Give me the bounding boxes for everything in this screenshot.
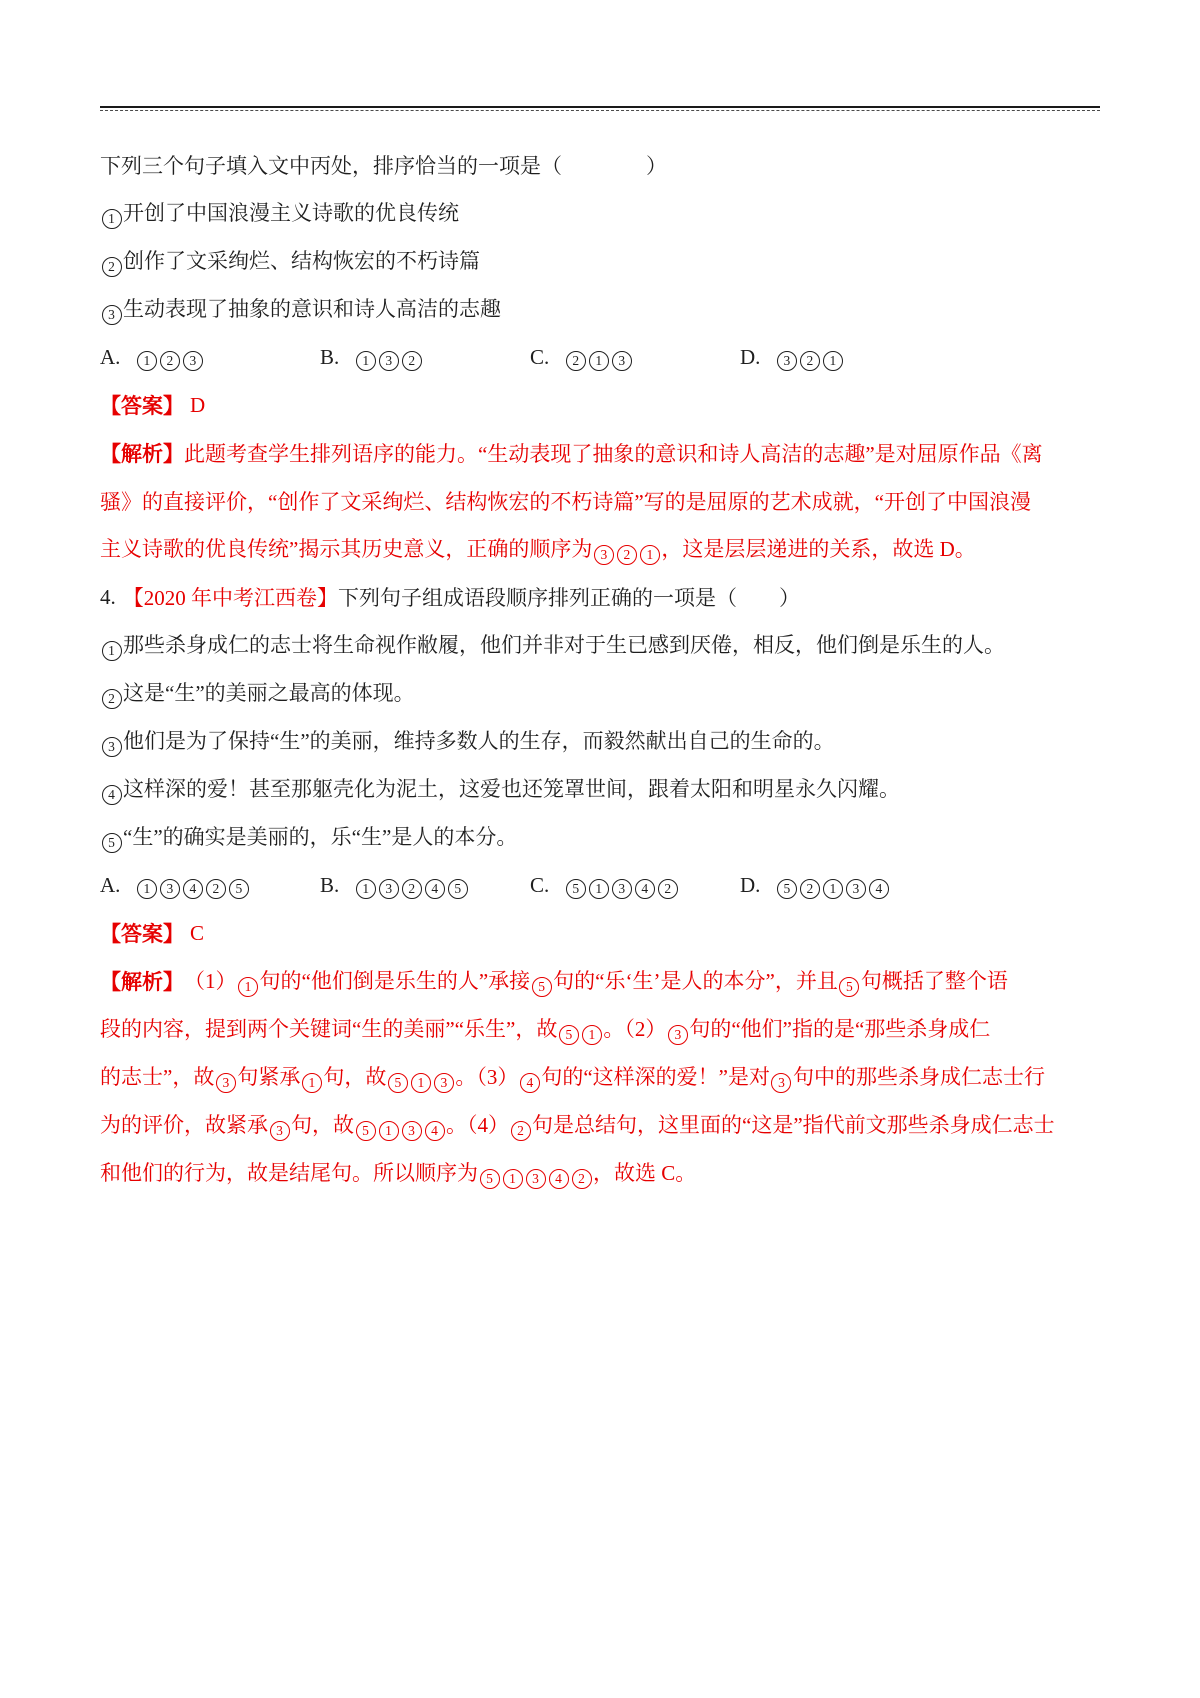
q4-item-1-text: 1 那些杀身成仁的志士将生命视作敝履，他们并非对于生已感到厌倦，相反，他们倒是乐生的人。 <box>100 629 1005 662</box>
q3-option-d-value: 3 2 1 <box>775 343 844 372</box>
q4-analysis-line-4 <box>100 1101 1100 1149</box>
q3-option-b <box>320 343 530 372</box>
q3-item-1-text: 1 开创了中国浪漫主义诗歌的优良传统 <box>100 197 459 230</box>
q3-option-a-value: 1 2 3 <box>135 343 204 372</box>
q3-analysis-text-3: 主义诗歌的优良传统”揭示其历史意义，正确的顺序为 3 2 1 ，这是层层递进的关系，故选 D。 <box>100 533 976 566</box>
q4-analysis-line-3 <box>100 1053 1100 1101</box>
q3-stem: 下列三个句子填入文中丙处，排序恰当的一项是（ ） <box>100 154 667 178</box>
q3-analysis-line-1 <box>100 429 1100 477</box>
q3-option-c-value: 2 1 3 <box>564 343 633 372</box>
q4-item-4-text: 4 这样深的爱！甚至那躯壳化为泥土，这爱也还笼罩世间，跟着太阳和明星永久闪耀。 <box>100 773 900 806</box>
q3-answer-value: D <box>190 392 206 417</box>
question-4 <box>100 573 1100 1197</box>
q3-item-1 <box>100 189 1100 237</box>
top-divider <box>100 106 1100 113</box>
q3-item-3-text: 3 生动表现了抽象的意识和诗人高洁的志趣 <box>100 293 501 326</box>
q4-option-d <box>740 871 890 900</box>
q4-analysis-line-1 <box>100 957 1100 1005</box>
q4-item-5 <box>100 813 1100 861</box>
q4-analysis-text-3: 的志士”，故 3 句紧承 1 句，故 5 1 3 。（3） 4 句的“这样深的爱！”是对 3 句中的那些杀身成仁志士行 <box>100 1061 1045 1094</box>
q4-option-d-value: 5 2 1 3 4 <box>775 871 890 900</box>
q4-option-c <box>530 871 740 900</box>
q4-analysis-text-1: （1） 1 句的“他们倒是乐生的人”承接 5 句的“乐‘生’是人的本分”，并且 5 句概括了整个语 <box>184 965 1008 998</box>
question-3 <box>100 141 1100 573</box>
q4-option-b <box>320 871 530 900</box>
q4-analysis-line-5 <box>100 1149 1100 1197</box>
q3-analysis-line-2 <box>100 477 1100 525</box>
q3-item-2 <box>100 237 1100 285</box>
q4-item-5-text: 5 “生”的确实是美丽的，乐“生”是人的本分。 <box>100 821 517 854</box>
q3-analysis-line-3 <box>100 525 1100 573</box>
q3-item-3 <box>100 285 1100 333</box>
q3-option-c <box>530 343 740 372</box>
q4-item-3-text: 3 他们是为了保持“生”的美丽，维持多数人的生存，而毅然献出自己的生命的。 <box>100 725 835 758</box>
q4-option-a-value: 1 3 4 2 5 <box>135 871 250 900</box>
q4-item-2-text: 2 这是“生”的美丽之最高的体现。 <box>100 677 415 710</box>
q4-analysis-label: 【解析】 <box>100 971 184 994</box>
q4-answer-label: 【答案】 <box>100 923 184 946</box>
q4-item-3 <box>100 717 1100 765</box>
q3-option-b-label: B. <box>320 344 340 369</box>
q4-source-tag: 【2020 年中考江西卷】 <box>122 586 338 610</box>
q3-options-row <box>100 333 1100 381</box>
q4-analysis-line-2 <box>100 1005 1100 1053</box>
q4-option-b-value: 1 3 2 4 5 <box>354 871 469 900</box>
q3-option-a-label: A. <box>100 344 121 369</box>
q3-answer-line <box>100 381 1100 429</box>
q4-options-row <box>100 861 1100 909</box>
q4-analysis-text-4: 为的评价，故紧承 3 句，故 5 1 3 4 。（4） 2 句是总结句，这里面的“这是”指代前文那些杀身成仁志士 <box>100 1109 1055 1142</box>
q3-option-b-value: 1 3 2 <box>354 343 423 372</box>
q4-item-1 <box>100 621 1100 669</box>
q4-option-a <box>100 871 320 900</box>
q4-answer-line <box>100 909 1100 957</box>
q3-option-c-label: C. <box>530 344 550 369</box>
q4-item-4 <box>100 765 1100 813</box>
q4-option-d-label: D. <box>740 872 761 897</box>
q4-option-a-label: A. <box>100 872 121 897</box>
q3-answer-label: 【答案】 <box>100 395 184 418</box>
q4-stem: 下列句子组成语段顺序排列正确的一项是（ ） <box>338 586 800 610</box>
q3-option-d <box>740 343 844 372</box>
q4-option-b-label: B. <box>320 872 340 897</box>
q4-stem-line <box>100 573 1100 621</box>
q4-number: 4. <box>100 584 116 609</box>
q4-option-c-value: 5 1 3 4 2 <box>564 871 679 900</box>
q4-answer-value: C <box>190 920 205 945</box>
q4-option-c-label: C. <box>530 872 550 897</box>
q3-option-d-label: D. <box>740 344 761 369</box>
q4-analysis-text-2: 段的内容，提到两个关键词“生的美丽”“乐生”，故 5 1 。（2） 3 句的“他们”指的是“那些杀身成仁 <box>100 1013 990 1046</box>
q3-item-2-text: 2 创作了文采绚烂、结构恢宏的不朽诗篇 <box>100 245 480 278</box>
q3-stem-line <box>100 141 1100 189</box>
q3-analysis-label: 【解析】 <box>100 443 184 466</box>
q4-item-2 <box>100 669 1100 717</box>
q3-analysis-text-2: 骚》的直接评价，“创作了文采绚烂、结构恢宏的不朽诗篇”写的是屈原的艺术成就，“开创了中国浪漫 <box>100 490 1031 514</box>
q4-analysis-text-5: 和他们的行为，故是结尾句。所以顺序为 5 1 3 4 2 ，故选 C。 <box>100 1157 696 1190</box>
q3-option-a <box>100 343 320 372</box>
q3-analysis-text-1: 此题考查学生排列语序的能力。“生动表现了抽象的意识和诗人高洁的志趣”是对屈原作品《离 <box>184 442 1043 466</box>
